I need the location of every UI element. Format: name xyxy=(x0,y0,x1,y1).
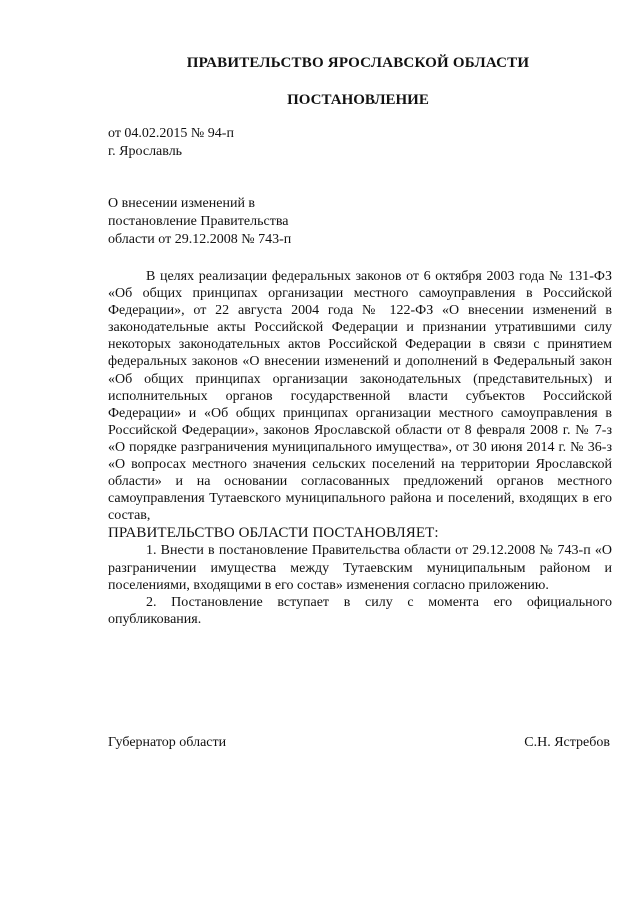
subject-line: области от 29.12.2008 № 743-п xyxy=(108,232,292,247)
date-number: от 04.02.2015 № 94-п xyxy=(108,126,234,141)
signatory-position: Губернатор области xyxy=(108,735,227,750)
subject-line: О внесении изменений в xyxy=(108,196,256,211)
government-title: ПРАВИТЕЛЬСТВО ЯРОСЛАВСКОЙ ОБЛАСТИ xyxy=(186,55,530,71)
resolution-heading: ПРАВИТЕЛЬСТВО ОБЛАСТИ ПОСТАНОВЛЯЕТ: xyxy=(108,525,439,542)
document-type: ПОСТАНОВЛЕНИЕ xyxy=(287,92,429,108)
resolution-item: 2. Постановление вступает в силу с момента его официального опубликования. xyxy=(108,594,612,627)
city: г. Ярославль xyxy=(108,144,183,159)
preamble-paragraph: В целях реализации федеральных законов от 6 октября 2003 года № 131-ФЗ «Об общих принципах организации местного самоуправления в Российской Федерации», от 22 августа 2004 года № 122-ФЗ «О внесении изменений в законодательные акты Российской Федерации и признании утратившими силу некоторых законодательных актов Российской Федерации в связи с принятием федеральных законов «О внесении изменений и дополнений в Федеральный закон «Об общих принципах организации законодательных (представительных) и исполнительных органов государственной власти субъектов Российской Федерации» и «Об общих принципах организации местного самоуправления в Российской Федерации», законов Ярославской области от 8 февраля 2008 г. № 7-з «О порядке разграничения муниципального имущества», от 30 июня 2014 г. № 36-з «О вопросах местного значения сельских поселений на территории Ярославской области» и на основании согласованных предложений органов местного самоуправления Тутаевского муниципального района и поселений, входящих в его состав, xyxy=(108,269,612,524)
document-body xyxy=(108,268,612,628)
subject-line: постановление Правительства xyxy=(108,214,289,229)
document-meta xyxy=(108,125,234,161)
document-subject xyxy=(108,195,291,249)
resolution-item: 1. Внести в постановление Правительства области от 29.12.2008 № 743-п «О разграничении имущества между Тутаевским муниципальным районом и поселениями, входящими в его состав» изменения согласно приложению. xyxy=(108,543,612,593)
signatory-name: С.Н. Ястребов xyxy=(524,735,610,750)
